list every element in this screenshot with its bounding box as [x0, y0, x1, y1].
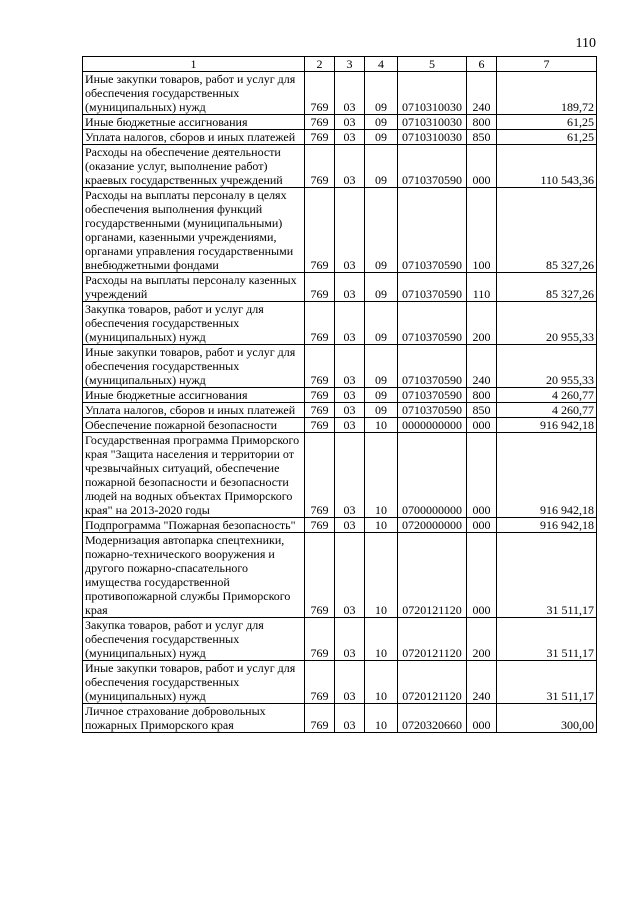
subsection-code: 10: [365, 533, 398, 618]
row-description: Расходы на выплаты персоналу в целях обеспечения выполнения функций государственными (муниципальными) органами, казенными учреждениями, органами управления государственными внебюджетными фондами: [83, 188, 305, 273]
target-article-code: 0700000000: [398, 433, 467, 518]
table-row: [83, 115, 597, 130]
row-description: Расходы на выплаты персоналу казенных учреждений: [83, 273, 305, 302]
amount: 4 260,77: [497, 403, 597, 418]
row-description: Расходы на обеспечение деятельности (оказание услуг, выполнение работ) краевых государственных учреждений: [83, 145, 305, 188]
column-header: 3: [335, 57, 365, 72]
ministry-code: 769: [305, 403, 335, 418]
subsection-code: 10: [365, 518, 398, 533]
ministry-code: 769: [305, 518, 335, 533]
target-article-code: 0710310030: [398, 72, 467, 115]
table-row: [83, 145, 597, 188]
table-row: [83, 345, 597, 388]
table-row: [83, 403, 597, 418]
budget-table: [82, 56, 597, 733]
ministry-code: 769: [305, 145, 335, 188]
table-row: [83, 518, 597, 533]
ministry-code: 769: [305, 273, 335, 302]
column-header: 1: [83, 57, 305, 72]
expense-type-code: 000: [467, 533, 497, 618]
expense-type-code: 240: [467, 661, 497, 704]
table-row: [83, 704, 597, 733]
target-article-code: 0000000000: [398, 418, 467, 433]
section-code: 03: [335, 418, 365, 433]
section-code: 03: [335, 273, 365, 302]
row-description: Иные закупки товаров, работ и услуг для обеспечения государственных (муниципальных) нужд: [83, 72, 305, 115]
expense-type-code: 000: [467, 704, 497, 733]
section-code: 03: [335, 188, 365, 273]
page-number: 110: [575, 36, 596, 51]
table-row: [83, 130, 597, 145]
subsection-code: 10: [365, 661, 398, 704]
amount: 916 942,18: [497, 433, 597, 518]
row-description: Иные закупки товаров, работ и услуг для обеспечения государственных (муниципальных) нужд: [83, 661, 305, 704]
ministry-code: 769: [305, 388, 335, 403]
target-article-code: 0710310030: [398, 130, 467, 145]
subsection-code: 09: [365, 273, 398, 302]
expense-type-code: 000: [467, 418, 497, 433]
expense-type-code: 000: [467, 145, 497, 188]
subsection-code: 10: [365, 618, 398, 661]
row-description: Обеспечение пожарной безопасности: [83, 418, 305, 433]
target-article-code: 0720320660: [398, 704, 467, 733]
expense-type-code: 850: [467, 403, 497, 418]
amount: 4 260,77: [497, 388, 597, 403]
section-code: 03: [335, 433, 365, 518]
section-code: 03: [335, 130, 365, 145]
expense-type-code: 240: [467, 345, 497, 388]
expense-type-code: 100: [467, 188, 497, 273]
column-header: 4: [365, 57, 398, 72]
row-description: Иные бюджетные ассигнования: [83, 115, 305, 130]
target-article-code: 0720121120: [398, 618, 467, 661]
section-code: 03: [335, 618, 365, 661]
target-article-code: 0710370590: [398, 403, 467, 418]
ministry-code: 769: [305, 115, 335, 130]
subsection-code: 09: [365, 115, 398, 130]
amount: 61,25: [497, 130, 597, 145]
ministry-code: 769: [305, 418, 335, 433]
expense-type-code: 850: [467, 130, 497, 145]
expense-type-code: 800: [467, 388, 497, 403]
target-article-code: 0710370590: [398, 345, 467, 388]
expense-type-code: 000: [467, 433, 497, 518]
amount: 300,00: [497, 704, 597, 733]
section-code: 03: [335, 403, 365, 418]
ministry-code: 769: [305, 302, 335, 345]
subsection-code: 09: [365, 388, 398, 403]
amount: 20 955,33: [497, 345, 597, 388]
row-description: Модернизация автопарка спецтехники, пожарно-технического вооружения и другого пожарно-спасательного имущества государственной противопожарной службы Приморского края: [83, 533, 305, 618]
row-description: Уплата налогов, сборов и иных платежей: [83, 403, 305, 418]
table-row: [83, 661, 597, 704]
expense-type-code: 110: [467, 273, 497, 302]
table-row: [83, 433, 597, 518]
ministry-code: 769: [305, 661, 335, 704]
subsection-code: 09: [365, 302, 398, 345]
expense-type-code: 200: [467, 302, 497, 345]
subsection-code: 09: [365, 345, 398, 388]
column-header: 5: [398, 57, 467, 72]
target-article-code: 0710370590: [398, 188, 467, 273]
section-code: 03: [335, 518, 365, 533]
target-article-code: 0720121120: [398, 533, 467, 618]
amount: 916 942,18: [497, 418, 597, 433]
amount: 31 511,17: [497, 533, 597, 618]
target-article-code: 0710370590: [398, 145, 467, 188]
amount: 85 327,26: [497, 188, 597, 273]
amount: 20 955,33: [497, 302, 597, 345]
subsection-code: 10: [365, 418, 398, 433]
table-row: [83, 418, 597, 433]
column-header: 6: [467, 57, 497, 72]
section-code: 03: [335, 704, 365, 733]
amount: 31 511,17: [497, 661, 597, 704]
table-row: [83, 618, 597, 661]
amount: 31 511,17: [497, 618, 597, 661]
subsection-code: 10: [365, 433, 398, 518]
table-row: [83, 388, 597, 403]
expense-type-code: 200: [467, 618, 497, 661]
ministry-code: 769: [305, 433, 335, 518]
target-article-code: 0720000000: [398, 518, 467, 533]
ministry-code: 769: [305, 72, 335, 115]
section-code: 03: [335, 145, 365, 188]
column-header: 2: [305, 57, 335, 72]
row-description: Уплата налогов, сборов и иных платежей: [83, 130, 305, 145]
subsection-code: 09: [365, 145, 398, 188]
row-description: Иные бюджетные ассигнования: [83, 388, 305, 403]
table-row: [83, 533, 597, 618]
subsection-code: 09: [365, 130, 398, 145]
section-code: 03: [335, 115, 365, 130]
column-header: 7: [497, 57, 597, 72]
section-code: 03: [335, 388, 365, 403]
section-code: 03: [335, 302, 365, 345]
target-article-code: 0710370590: [398, 273, 467, 302]
row-description: Иные закупки товаров, работ и услуг для обеспечения государственных (муниципальных) нужд: [83, 345, 305, 388]
ministry-code: 769: [305, 345, 335, 388]
row-description: Закупка товаров, работ и услуг для обеспечения государственных (муниципальных) нужд: [83, 302, 305, 345]
expense-type-code: 800: [467, 115, 497, 130]
target-article-code: 0710310030: [398, 115, 467, 130]
amount: 110 543,36: [497, 145, 597, 188]
table-row: [83, 273, 597, 302]
section-code: 03: [335, 72, 365, 115]
subsection-code: 09: [365, 188, 398, 273]
target-article-code: 0710370590: [398, 302, 467, 345]
amount: 61,25: [497, 115, 597, 130]
row-description: Подпрограмма "Пожарная безопасность": [83, 518, 305, 533]
row-description: Личное страхование добровольных пожарных Приморского края: [83, 704, 305, 733]
table-row: [83, 302, 597, 345]
target-article-code: 0710370590: [398, 388, 467, 403]
amount: 85 327,26: [497, 273, 597, 302]
subsection-code: 09: [365, 403, 398, 418]
row-description: Государственная программа Приморского края "Защита населения и территории от чрезвычайных ситуаций, обеспечение пожарной безопасности и безопасности людей на водных объектах Приморского края" на 2013-2020 годы: [83, 433, 305, 518]
section-code: 03: [335, 533, 365, 618]
section-code: 03: [335, 661, 365, 704]
ministry-code: 769: [305, 188, 335, 273]
row-description: Закупка товаров, работ и услуг для обеспечения государственных (муниципальных) нужд: [83, 618, 305, 661]
ministry-code: 769: [305, 618, 335, 661]
subsection-code: 09: [365, 72, 398, 115]
amount: 189,72: [497, 72, 597, 115]
table-row: [83, 188, 597, 273]
amount: 916 942,18: [497, 518, 597, 533]
ministry-code: 769: [305, 704, 335, 733]
subsection-code: 10: [365, 704, 398, 733]
section-code: 03: [335, 345, 365, 388]
expense-type-code: 240: [467, 72, 497, 115]
table-row: [83, 72, 597, 115]
target-article-code: 0720121120: [398, 661, 467, 704]
ministry-code: 769: [305, 533, 335, 618]
expense-type-code: 000: [467, 518, 497, 533]
ministry-code: 769: [305, 130, 335, 145]
table-header-row: [83, 57, 597, 72]
